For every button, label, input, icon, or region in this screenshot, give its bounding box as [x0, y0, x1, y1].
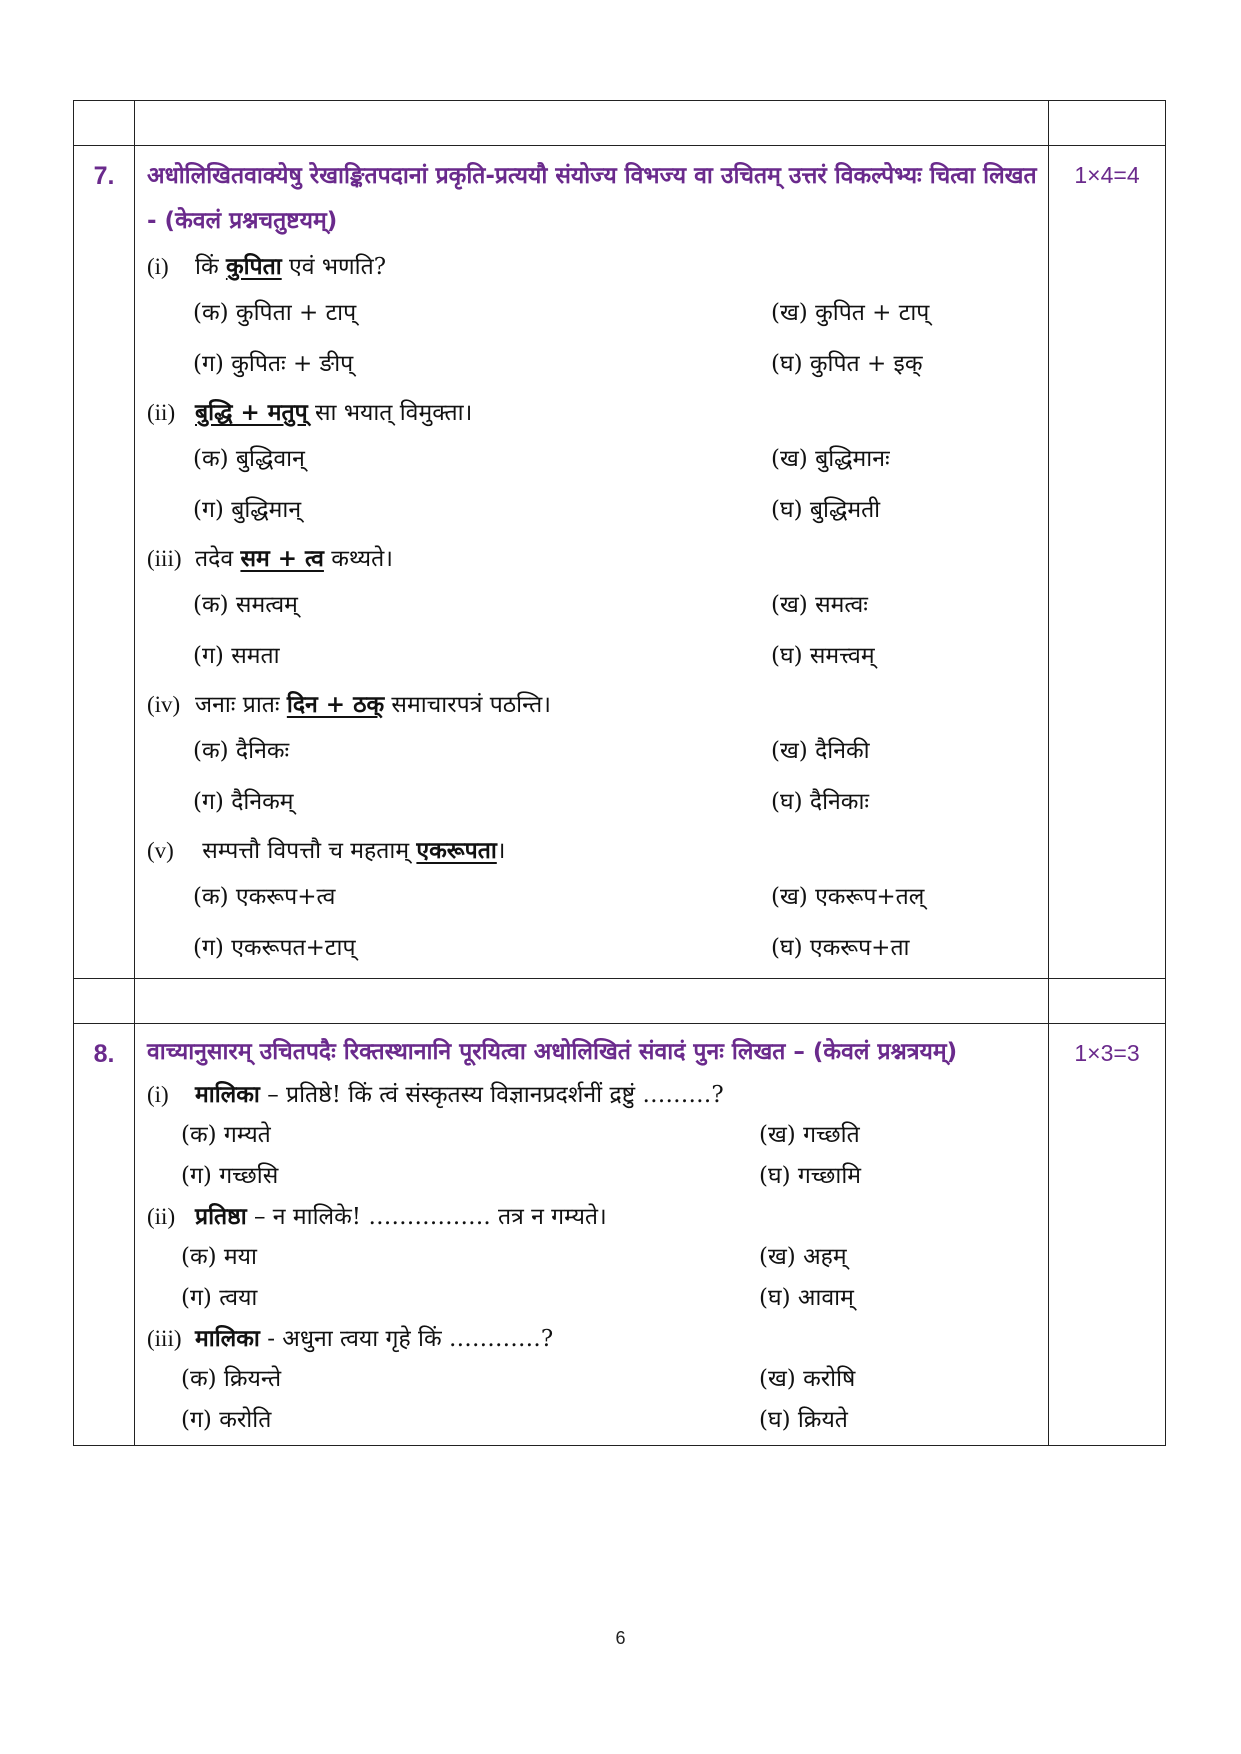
sub-question-text: एवं भणति?	[281, 254, 387, 280]
sub-question-text: – प्रतिष्ठे! किं त्वं संस्कृतस्य विज्ञानप्रदर्शनीं द्रष्टुं ………?	[259, 1082, 724, 1108]
options-grid	[193, 726, 1038, 828]
option: (ख) समत्वः	[771, 592, 868, 618]
speaker-name: मालिका	[195, 1081, 260, 1108]
options-grid	[193, 580, 1038, 682]
option: (घ) समत्त्वम्	[771, 643, 875, 669]
question-number: 8.	[74, 1024, 135, 1446]
sub-question	[147, 1319, 1038, 1359]
option: (क) एकरूप+त्व	[193, 884, 336, 910]
sub-question-text: किं	[195, 254, 226, 280]
options-grid	[193, 872, 1038, 974]
sub-question	[147, 684, 1038, 726]
option: (घ) बुद्धिमती	[771, 497, 881, 523]
option: (क) बुद्धिवान्	[193, 446, 305, 472]
option: (ग) गच्छसि	[181, 1163, 279, 1189]
sub-question-text: कथ्यते।	[323, 546, 393, 572]
sub-question-number: (ii)	[147, 400, 176, 425]
sub-question	[147, 1075, 1038, 1115]
table-spacer-row	[74, 979, 1166, 1024]
option: (ख) गच्छति	[759, 1122, 860, 1148]
option: (घ) एकरूप+ता	[771, 935, 910, 961]
sub-question-text: ।	[496, 838, 506, 864]
option: (क) दैनिकः	[193, 738, 290, 764]
option: (क) क्रियन्ते	[181, 1366, 282, 1392]
sub-question-number: (iii)	[147, 546, 182, 571]
sub-question-number: (ii)	[147, 1204, 176, 1229]
question-title: वाच्यानुसारम् उचितपदैः रिक्तस्थानानि पूरयित्वा अधोलिखितं संवादं पुनः लिखत – (केवलं प्रश्नत्रयम्)	[147, 1039, 958, 1065]
question-7-row	[74, 146, 1166, 979]
question-table	[73, 100, 1166, 1446]
option: (ख) कुपित + टाप्	[771, 300, 930, 326]
speaker-name: प्रतिष्ठा	[195, 1203, 247, 1230]
question-8-row	[74, 1024, 1166, 1446]
sub-question-number: (iv)	[147, 692, 181, 717]
option: (ग) एकरूपत+टाप्	[193, 935, 356, 961]
sub-question-number: (i)	[147, 1082, 169, 1107]
sub-question	[147, 830, 1038, 872]
options-grid	[181, 1237, 1038, 1319]
options-grid	[181, 1359, 1038, 1441]
underlined-word: सम + त्व	[240, 545, 324, 572]
marks-allocation: 1×3=3	[1049, 1024, 1166, 1446]
option: (ग) दैनिकम्	[193, 789, 294, 815]
question-number: 7.	[74, 146, 135, 979]
sub-question	[147, 246, 1038, 288]
question-title: अधोलिखितवाक्येषु रेखाङ्कितपदानां प्रकृति-प्रत्ययौ संयोज्य विभज्य वा उचितम् उत्तरं विकल्पेभ्यः चित्वा लिखत - (केवलं प्रश्नचतुष्टयम्)	[147, 163, 1037, 234]
sub-question-number: (iii)	[147, 1326, 182, 1351]
marks-allocation: 1×4=4	[1049, 146, 1166, 979]
option: (घ) गच्छामि	[759, 1163, 862, 1189]
option: (ग) कुपितः + ङीप्	[193, 351, 354, 377]
sub-question	[147, 392, 1038, 434]
option: (ख) अहम्	[759, 1244, 847, 1270]
sub-question-number: (v)	[147, 838, 174, 863]
speaker-name: मालिका	[195, 1325, 260, 1352]
question-body	[135, 1024, 1049, 1446]
options-grid	[193, 434, 1038, 536]
option: (ख) करोषि	[759, 1366, 856, 1392]
option: (घ) दैनिकाः	[771, 789, 870, 815]
option: (क) मया	[181, 1244, 257, 1270]
option: (ग) समता	[193, 643, 280, 669]
option: (ख) एकरूप+तल्	[771, 884, 925, 910]
option: (ख) दैनिकी	[771, 738, 870, 764]
option: (क) समत्वम्	[193, 592, 298, 618]
sub-question-number: (i)	[147, 254, 169, 279]
sub-question-text: जनाः प्रातः	[195, 692, 287, 718]
underlined-word: एकरूपता	[416, 837, 497, 864]
sub-question	[147, 538, 1038, 580]
table-spacer-row	[74, 101, 1166, 146]
option: (घ) कुपित + इक्	[771, 351, 923, 377]
sub-question-text: तदेव	[195, 546, 241, 572]
options-grid	[193, 288, 1038, 390]
option: (ग) करोति	[181, 1407, 272, 1433]
underlined-word: बुद्धि + मतुप्	[195, 399, 308, 426]
sub-question-text: - अधुना त्वया गृहे किं …………?	[259, 1326, 554, 1352]
underlined-word: कुपिता	[225, 253, 282, 280]
sub-question-text: – न मालिके! ……………. तत्र न गम्यते।	[246, 1204, 607, 1230]
option: (ग) त्वया	[181, 1285, 258, 1311]
sub-question-text: सा भयात् विमुक्ता।	[307, 400, 473, 426]
option: (घ) आवाम्	[759, 1285, 854, 1311]
options-grid	[181, 1115, 1038, 1197]
sub-question-text: समाचारपत्रं पठन्ति।	[384, 692, 552, 718]
option: (ख) बुद्धिमानः	[771, 446, 890, 472]
sub-question-text: सम्पत्तौ विपत्तौ च महताम्	[195, 838, 417, 864]
option: (क) गम्यते	[181, 1122, 271, 1148]
sub-question	[147, 1197, 1038, 1237]
option: (क) कुपिता + टाप्	[193, 300, 357, 326]
page-number: 6	[615, 1628, 626, 1648]
question-body	[135, 146, 1049, 979]
underlined-word: दिन + ठक्	[286, 691, 385, 718]
option: (ग) बुद्धिमान्	[193, 497, 302, 523]
option: (घ) क्रियते	[759, 1407, 848, 1433]
